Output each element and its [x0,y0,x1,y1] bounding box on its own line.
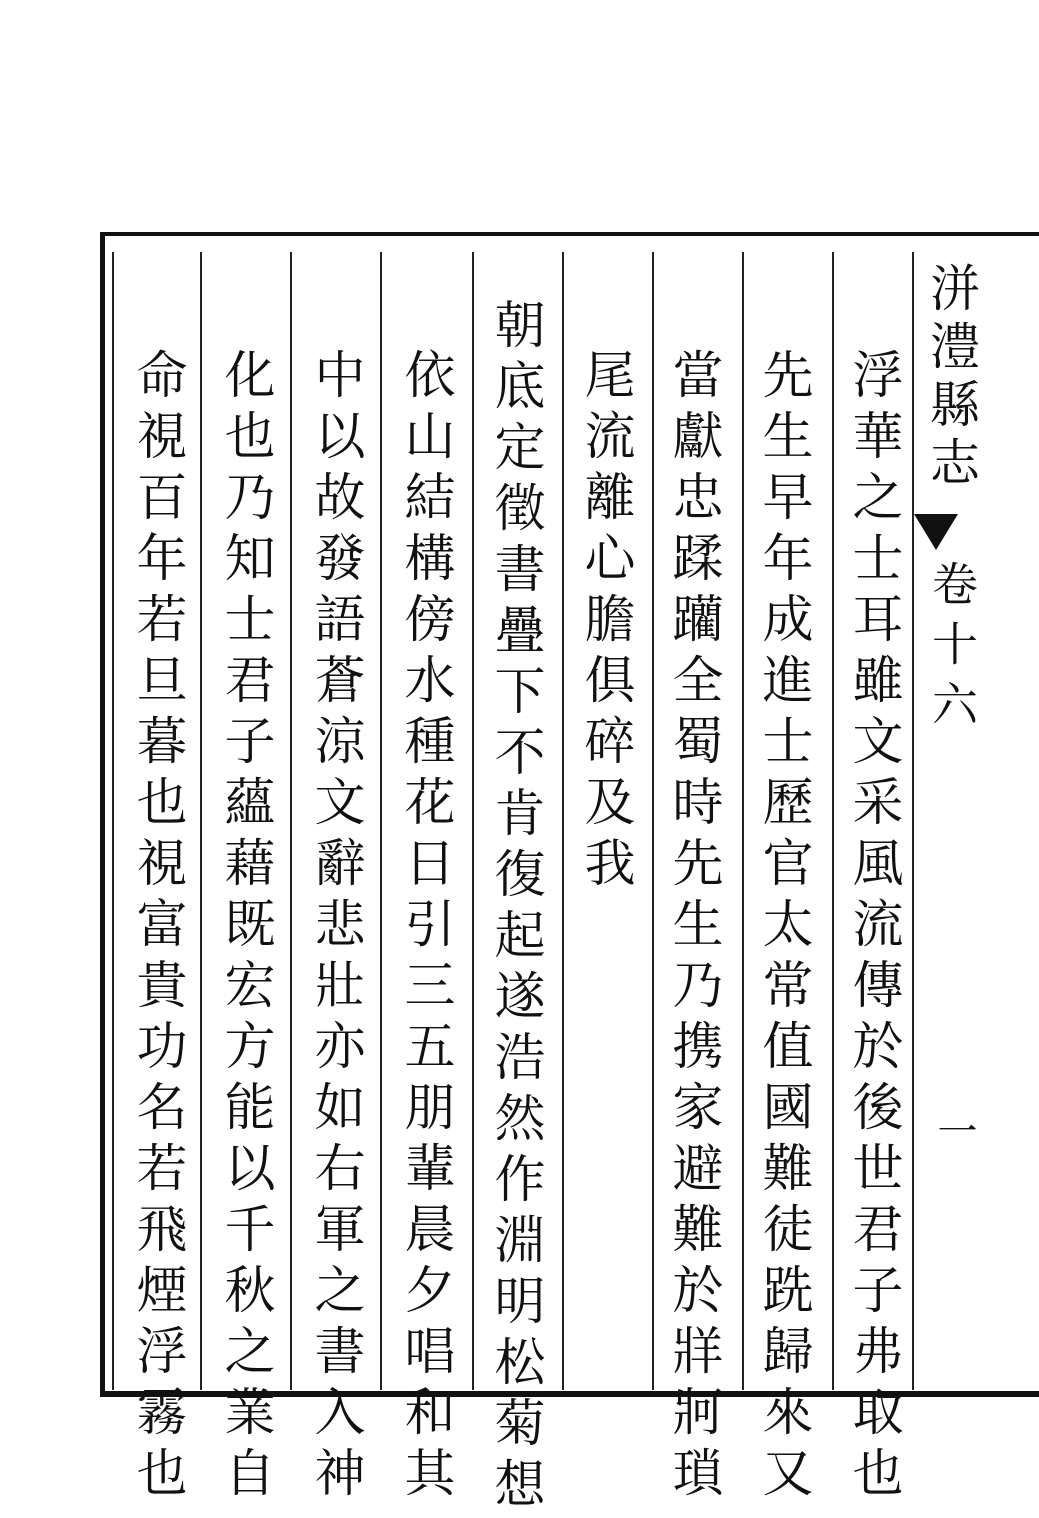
column-rule [472,252,474,1390]
column-rule [200,252,202,1390]
column-rule [380,252,382,1390]
column-rule [290,252,292,1390]
folio-number: 一 [931,1110,977,1150]
fish-tail-mark [914,514,958,550]
column-rule [742,252,744,1390]
column-rule [832,252,834,1390]
column-rule [112,252,114,1390]
column-rule [652,252,654,1390]
column-rule [562,252,564,1390]
text-column: 浮華之士耳雖文采風流傳於後世君子弗取也 [843,348,902,1507]
text-column: 化也乃知士君子蘊藉既宏方能以千秋之業自 [215,348,274,1507]
volume-number: 卷十六 [925,560,979,740]
text-column: 命視百年若旦暮也視富貴功名若飛煙浮霧也 [127,348,186,1507]
text-column: 尾流離心膽俱碎及我 [575,348,634,897]
running-title: 洴澧縣志 [922,262,980,494]
text-column: 中以故發語蒼涼文辭悲壯亦如右軍之書入神 [305,348,364,1507]
text-column: 當獻忠蹂躪全蜀時先生乃携家避難於牂牁瑣 [663,348,722,1507]
text-column: 朝底定徵書疊下不肯復起遂浩然作淵明松菊想 [485,298,544,1518]
column-rule [912,252,914,1390]
text-column: 先生早年成進士歷官太常值國難徒跣歸來又 [753,348,812,1507]
text-column: 依山結構傍水種花日引三五朋輩晨夕唱和其 [395,348,454,1507]
